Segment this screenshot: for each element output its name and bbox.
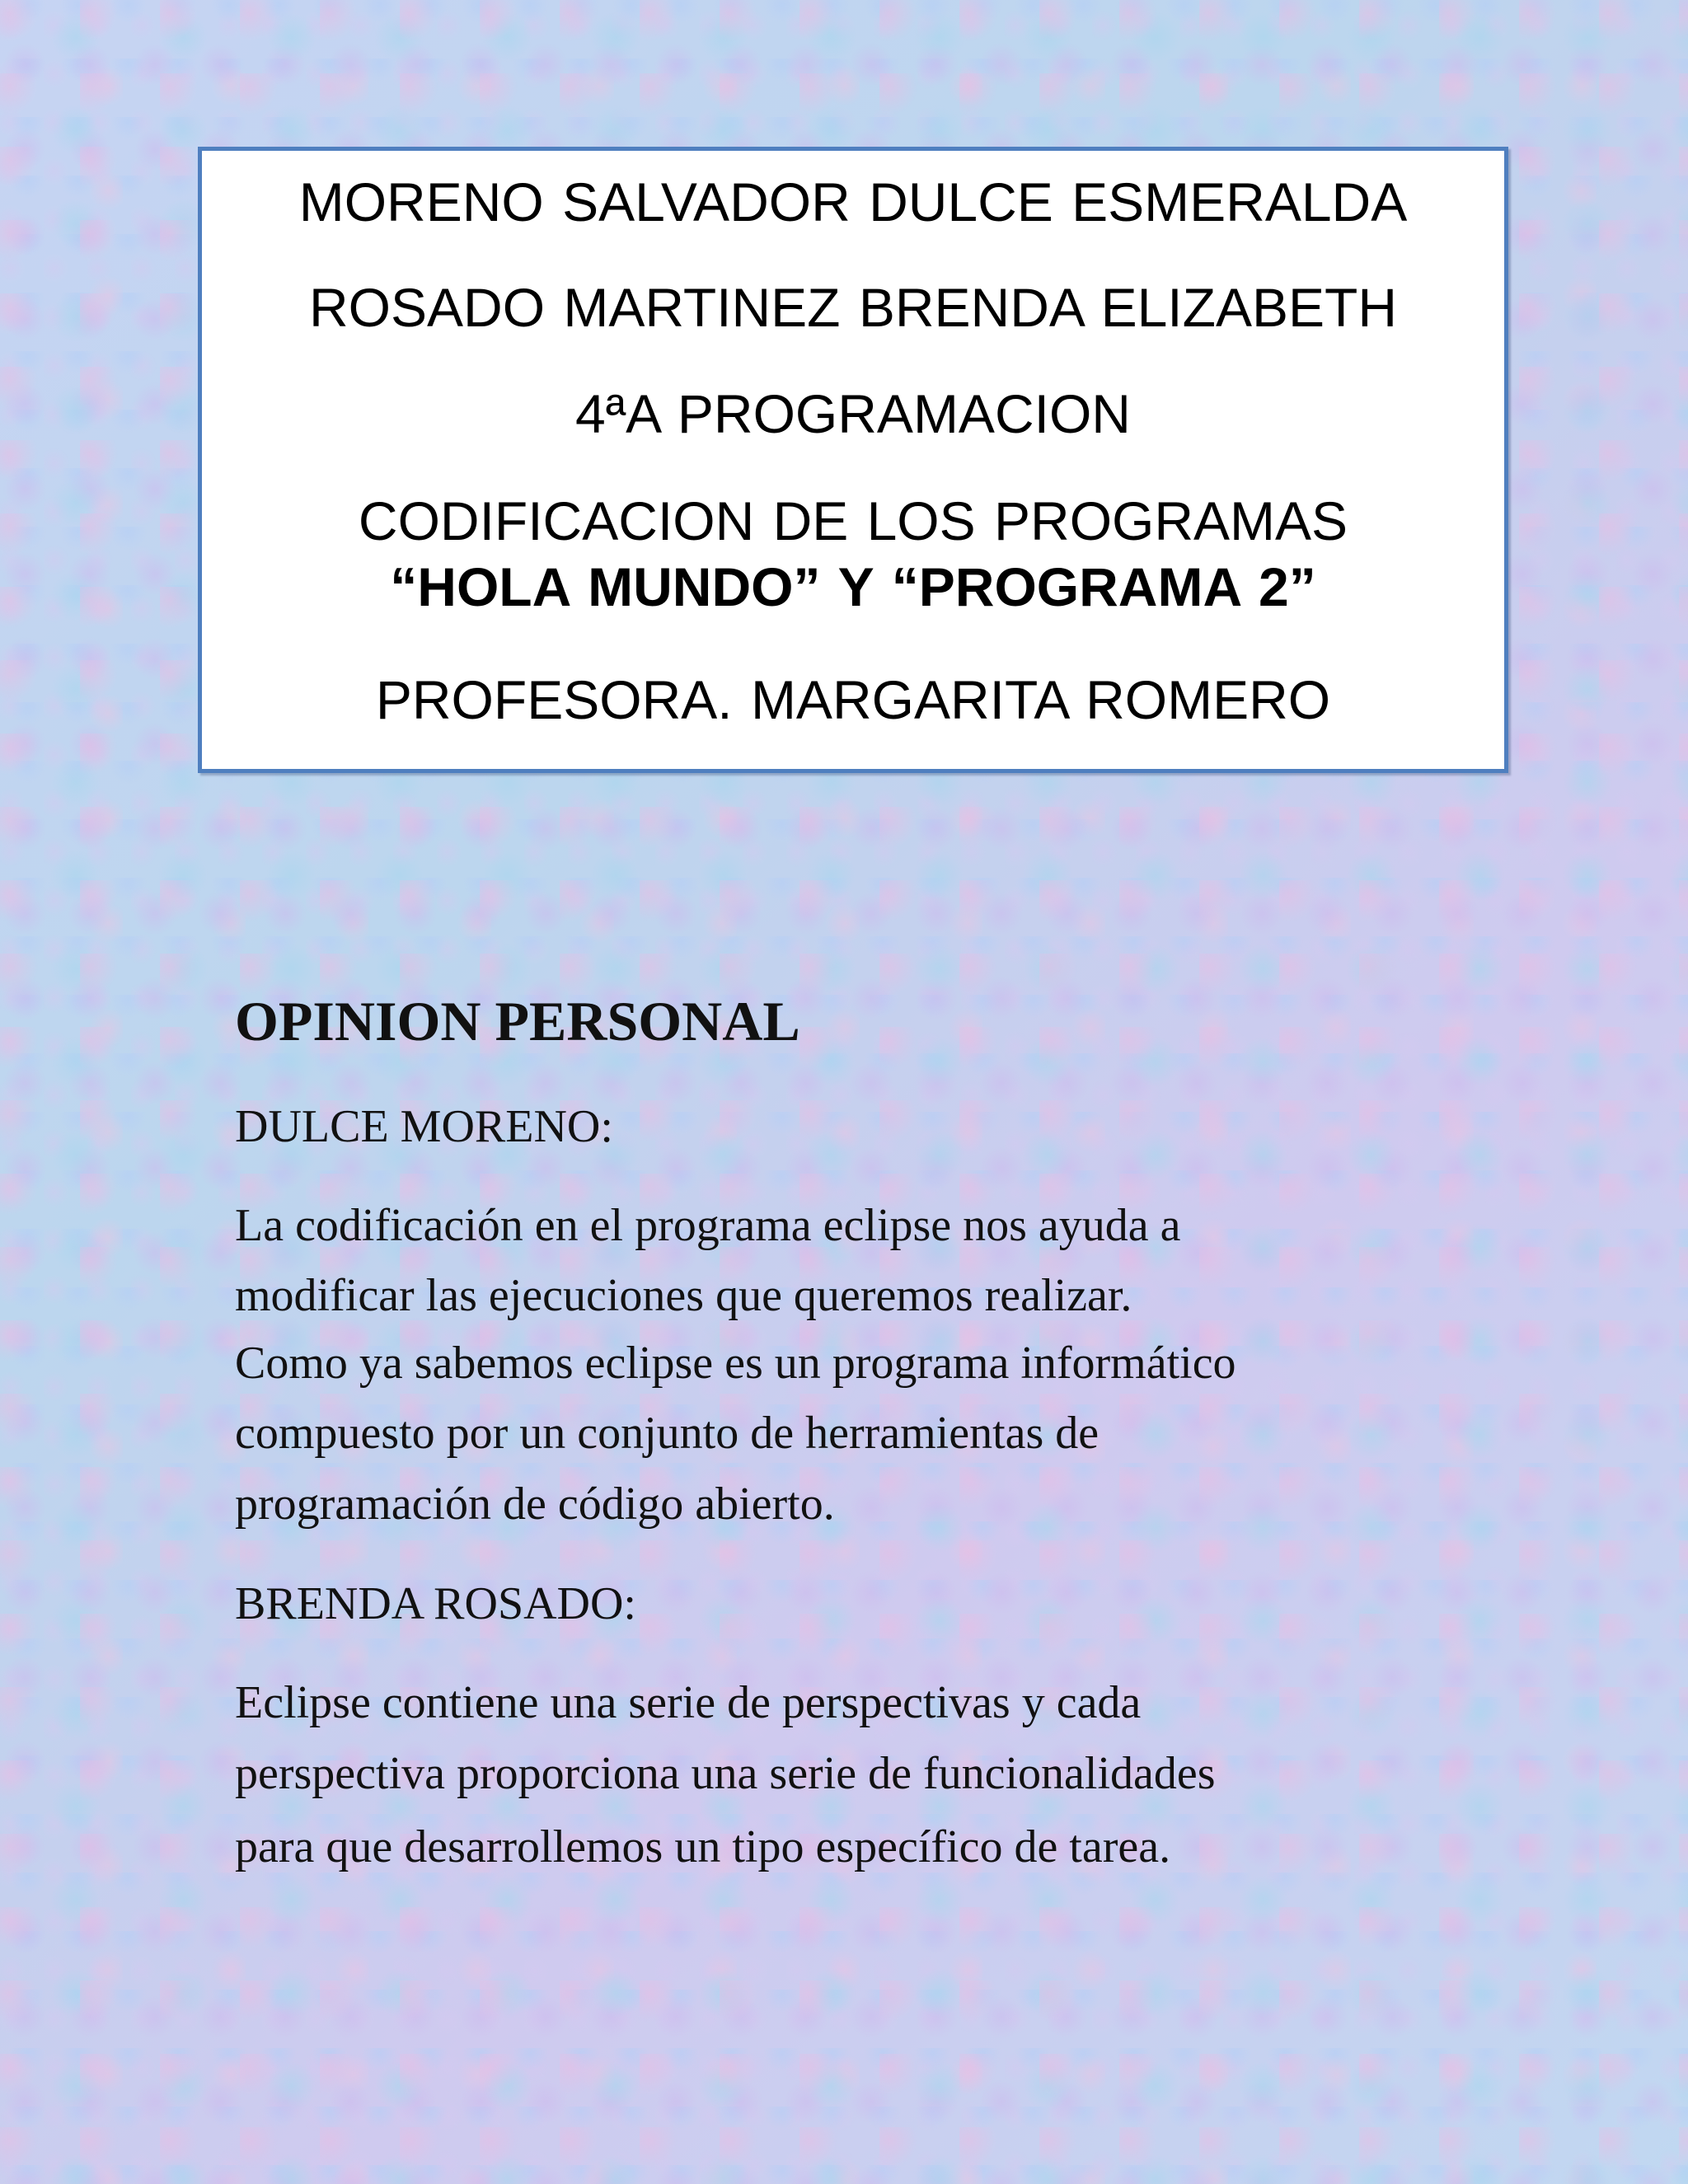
cover-info-box [198,147,1508,773]
subject-title-line-1: CODIFICACION DE LOS PROGRAMAS [358,490,1348,551]
dulce-label: DULCE MORENO: [235,1101,613,1152]
student-name-2: ROSADO MARTINEZ BRENDA ELIZABETH [308,277,1397,338]
opinion-heading: OPINION PERSONAL [235,990,800,1052]
dulce-opinion-line: compuesto por un conjunto de herramientas de [235,1408,1100,1459]
group-label: 4ªA PROGRAMACION [575,383,1131,444]
teacher-name: PROFESORA. MARGARITA ROMERO [375,669,1331,730]
dulce-opinion-line: modificar las ejecuciones que queremos realizar. [235,1270,1132,1321]
brenda-opinion-line: perspectiva proporciona una serie de funcionalidades [235,1748,1216,1799]
brenda-opinion-line: Eclipse contiene una serie de perspectivas y cada [235,1677,1142,1728]
brenda-label: BRENDA ROSADO: [235,1578,636,1629]
subject-title-line-2: “HOLA MUNDO” Y “PROGRAMA 2” [390,556,1316,617]
dulce-opinion-line: La codificación en el programa eclipse nos ayuda a [235,1200,1181,1251]
student-name-1: MORENO SALVADOR DULCE ESMERALDA [298,171,1408,232]
brenda-opinion-line: para que desarrollemos un tipo específico de tarea. [235,1821,1171,1872]
dulce-opinion-line: Como ya sabemos eclipse es un programa informático [235,1338,1236,1389]
dulce-opinion-line: programación de código abierto. [235,1479,835,1530]
